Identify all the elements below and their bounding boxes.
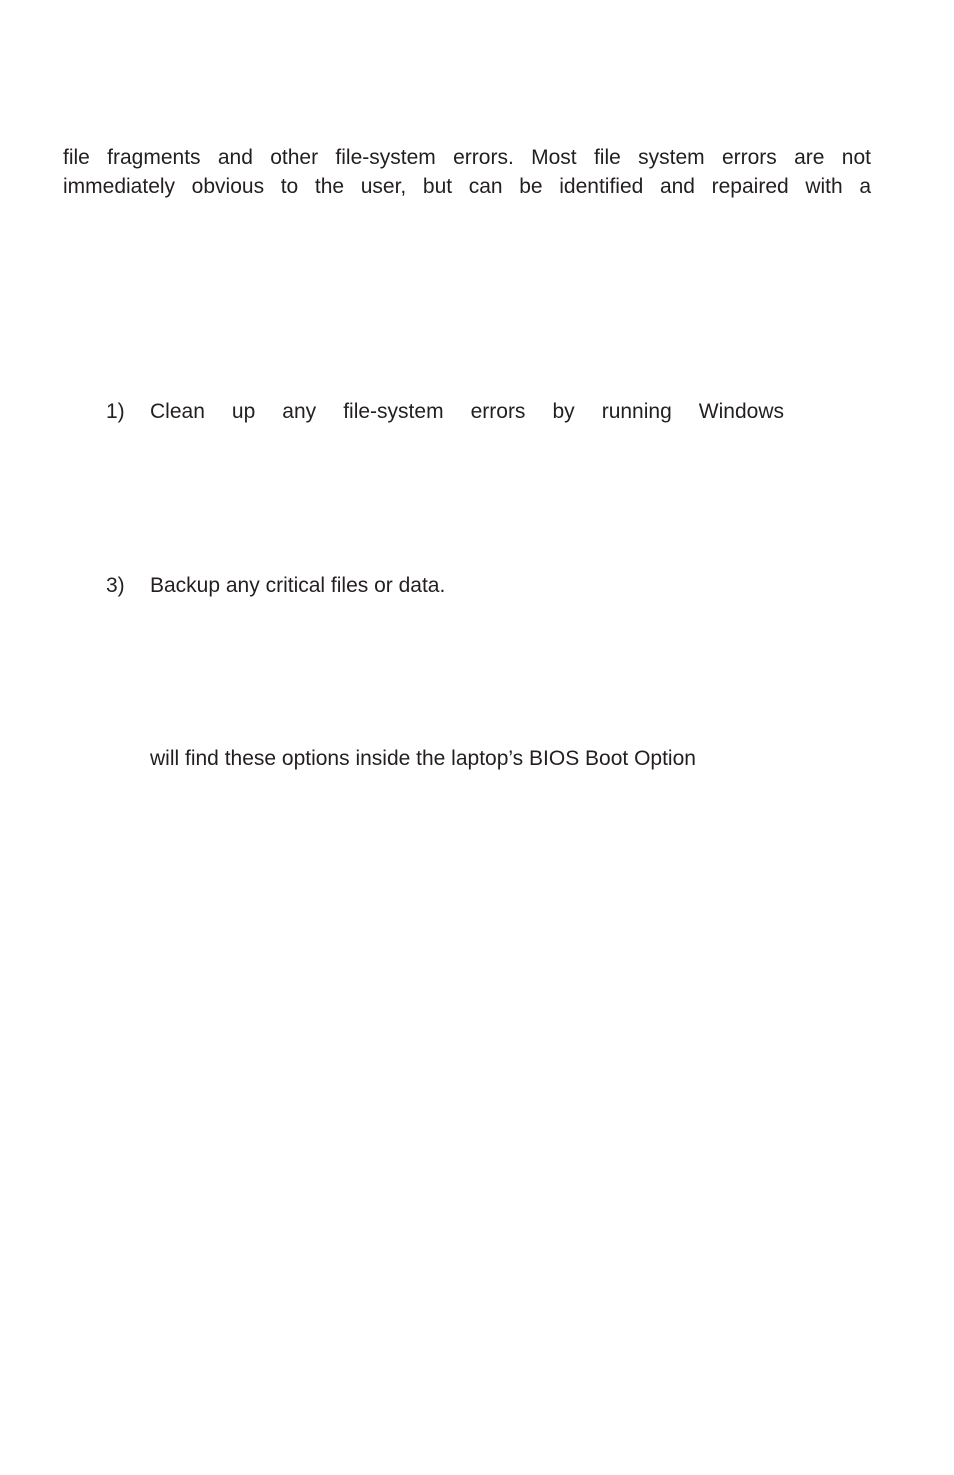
- list-item-text: Backup any critical files or data.: [150, 574, 446, 597]
- list-item-number: 1): [106, 400, 125, 423]
- paragraph-line-1: file fragments and other file-system errors. Most file system errors are not: [63, 146, 871, 169]
- list-item-continuation-text: will find these options inside the laptop’s BIOS Boot Option: [150, 747, 696, 770]
- list-item-text: Clean up any file-system errors by running Windows: [150, 400, 784, 423]
- list-item-number: 3): [106, 574, 125, 597]
- paragraph-line-2: immediately obvious to the user, but can be identified and repaired with a: [63, 175, 871, 198]
